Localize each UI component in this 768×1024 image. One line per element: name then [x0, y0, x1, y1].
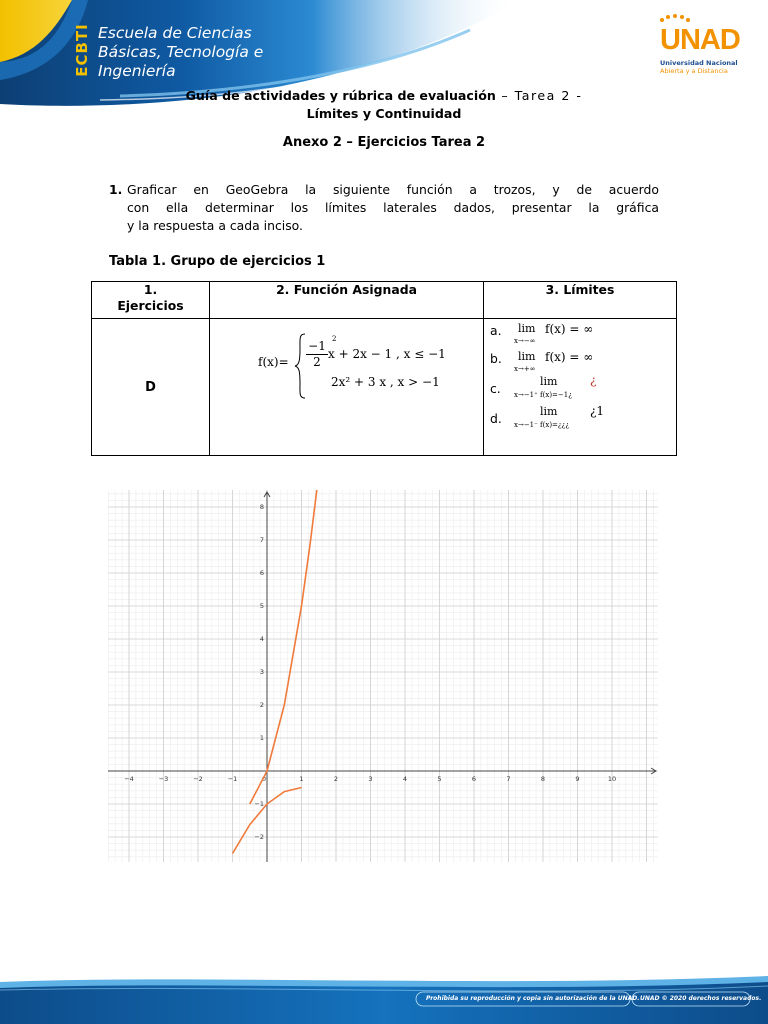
limit-a-letter: a. [490, 323, 502, 338]
limit-a-lim: lim [518, 322, 536, 335]
fraction [306, 339, 328, 370]
table-header-row [92, 282, 677, 319]
y-tick-label: 1 [259, 734, 264, 742]
fraction-denominator: 2 [313, 355, 321, 369]
document-title-normal: – Tarea 2 - [495, 88, 583, 103]
limit-b-lim: lim [518, 350, 536, 363]
limit-d [490, 404, 605, 429]
x-tick-label: −4 [124, 775, 134, 783]
x-tick-label: 3 [368, 775, 373, 783]
y-tick-label: 7 [259, 536, 264, 544]
limit-c-lim: lim [540, 375, 558, 388]
document-title-line-2: Límites y Continuidad [306, 106, 462, 121]
exercise-number: 1. [109, 182, 123, 197]
piece-2: 2x² + 3 x , x > −1 [331, 375, 440, 389]
table-row [92, 319, 677, 456]
footer-copy-notice: Prohibida su reproducción y copia sin autorización de la UNAD. [426, 995, 640, 1002]
x-tick-label: 10 [607, 775, 617, 783]
x-tick-label: 7 [506, 775, 511, 783]
unad-logo-text: UNAD [660, 24, 740, 56]
annex-title: Anexo 2 – Ejercicios Tarea 2 [282, 135, 486, 150]
unad-logo-sub1: Universidad Nacional [660, 59, 738, 67]
document-title-line-1 [0, 88, 768, 103]
x-tick-label: −1 [227, 775, 238, 783]
x-tick-label: −3 [158, 775, 169, 783]
y-tick-label: −2 [254, 833, 264, 841]
x-tick-label: 9 [575, 775, 580, 783]
header-ejercicios-line-1: 1. [143, 282, 158, 297]
limit-b-expr: f(x) = ∞ [545, 350, 594, 364]
x-tick-label: 6 [471, 775, 477, 783]
y-tick-label: −1 [254, 800, 264, 808]
school-name-line-3: Ingeniería [98, 62, 176, 80]
x-tick-label: −2 [193, 775, 203, 783]
axes [108, 492, 656, 862]
x-tick-label: 8 [540, 775, 546, 783]
limit-d-sub: x→−1⁻ f(x)=¿¿¿ [514, 421, 570, 429]
header-ejercicios [92, 282, 210, 319]
limit-c-sub: x→−1⁺ f(x)=−1¿ [514, 391, 572, 399]
function-lhs: f(x)= [258, 355, 289, 369]
unad-logo-sub2: Abierta y a Distancia [660, 67, 728, 75]
exercise-table [91, 281, 677, 456]
exponent: 2 [332, 335, 337, 343]
limit-a-sub: x→−∞ [514, 337, 536, 345]
limits-cell [484, 319, 677, 456]
brace-icon [294, 333, 306, 399]
school-name-line-2: Básicas, Tecnología e [98, 43, 264, 61]
limit-c-expr: ¿ [590, 373, 597, 387]
grid-major [108, 490, 658, 862]
limit-c-letter: c. [490, 381, 501, 396]
limit-c [490, 373, 597, 399]
row-id: D [92, 319, 210, 456]
header-ejercicios-line-2: Ejercicios [117, 298, 184, 313]
limit-a [490, 322, 594, 345]
document-title-bold: Guía de actividades y rúbrica de evaluación [185, 88, 496, 103]
limit-b-sub: x→+∞ [514, 365, 536, 373]
limit-d-letter: d. [490, 411, 502, 426]
ecbti-label: ECBTI [73, 23, 91, 77]
y-tick-label: 8 [259, 503, 264, 511]
limit-a-expr: f(x) = ∞ [545, 322, 594, 336]
school-name-line-1: Escuela de Ciencias [98, 24, 252, 42]
fraction-numerator: −1 [306, 339, 328, 355]
x-tick-label: 5 [437, 775, 442, 783]
limit-d-expr: ¿1 [590, 404, 605, 418]
y-tick-label: 6 [259, 569, 264, 577]
ecbti-badge [70, 22, 96, 78]
limit-d-lim: lim [540, 405, 558, 418]
y-tick-label: 2 [259, 701, 264, 709]
unad-logo [652, 14, 744, 80]
exercise-text-line-2: con ella determinar los límites laterales dados, presentar la gráfica [127, 200, 659, 215]
function-cell [210, 319, 484, 456]
y-tick-label: 5 [259, 602, 264, 610]
x-tick-label: 2 [333, 775, 339, 783]
header-limites: 3. Límites [484, 282, 677, 319]
header-funcion: 2. Función Asignada [210, 282, 484, 319]
limit-b-letter: b. [490, 351, 502, 366]
grid-minor [108, 490, 658, 862]
x-tick-label: 4 [402, 775, 408, 783]
exercise-text-line-1: Graficar en GeoGebra la siguiente función a trozos, y de acuerdo [127, 182, 659, 197]
geogebra-graph [108, 490, 658, 862]
piece-1: x + 2x − 1 , x ≤ −1 [328, 347, 446, 361]
exercise-text-line-3: y la respuesta a cada inciso. [127, 218, 303, 233]
y-tick-label: 3 [259, 668, 264, 676]
table-caption: Tabla 1. Grupo de ejercicios 1 [109, 254, 326, 269]
x-tick-label: 1 [299, 775, 304, 783]
limit-b [490, 350, 594, 373]
x-tick-label: 0 [261, 775, 267, 783]
y-tick-label: 4 [259, 635, 264, 643]
footer-rights: UNAD © 2020 derechos reservados. [640, 995, 762, 1002]
